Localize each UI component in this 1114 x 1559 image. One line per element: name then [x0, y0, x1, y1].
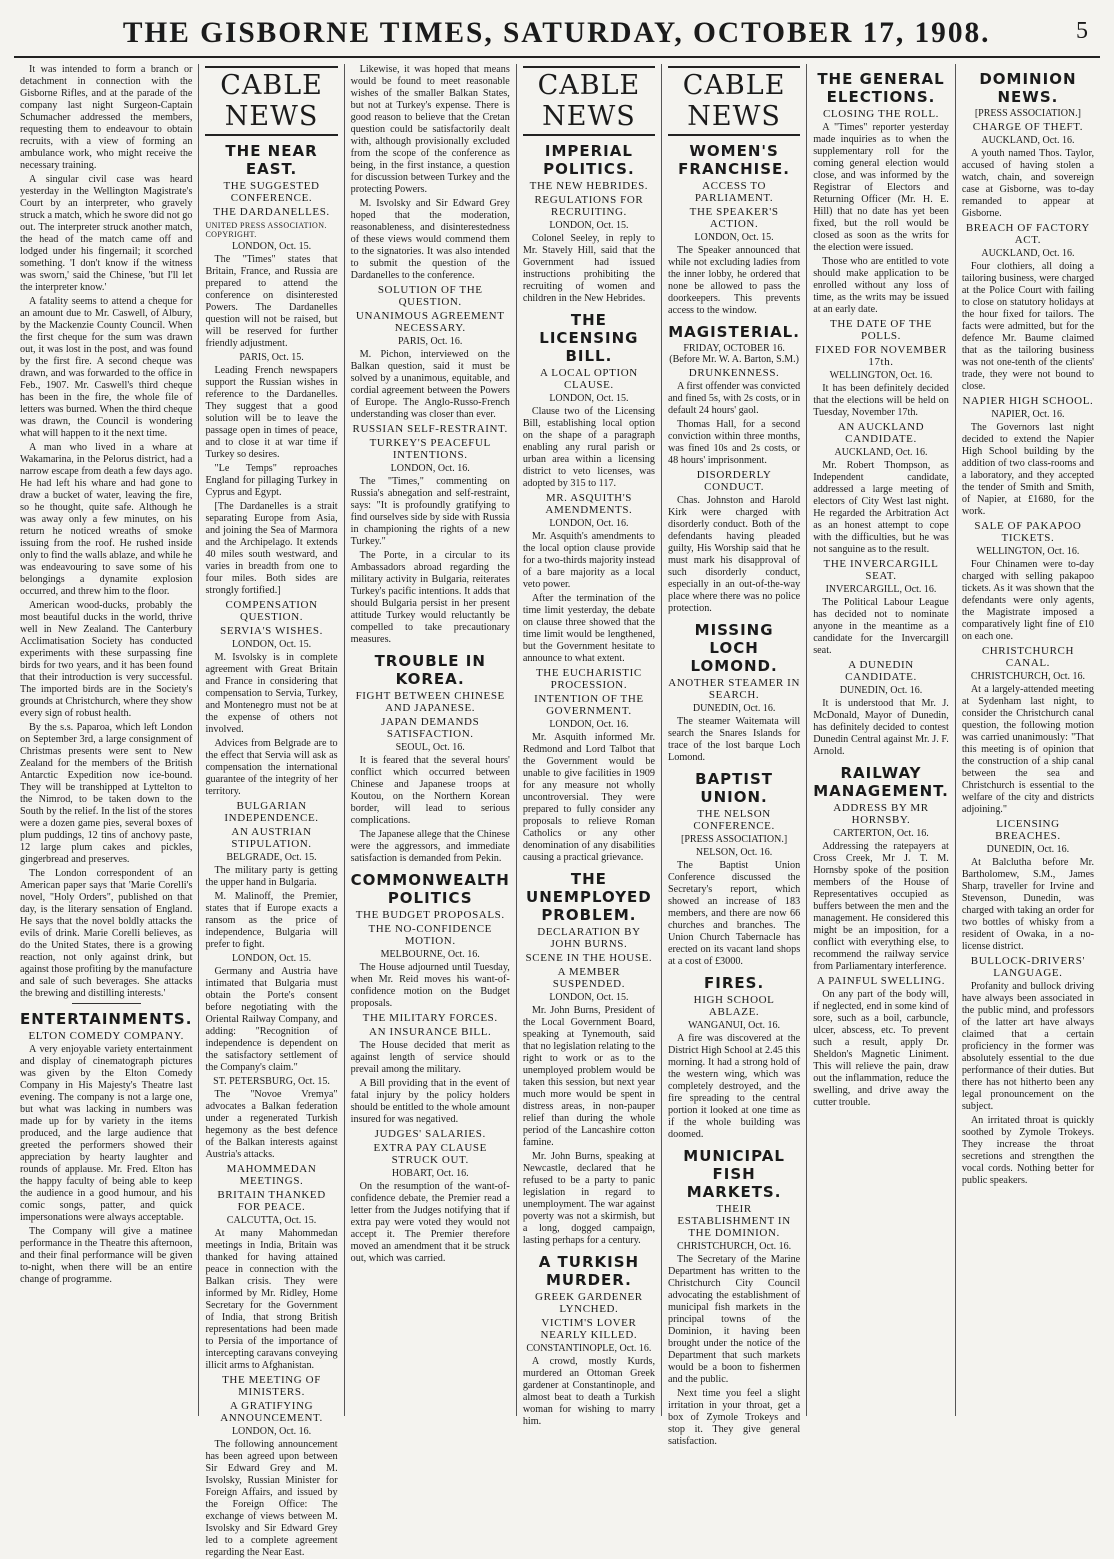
article-paragraph: The military party is getting the upper hand in Bulgaria. [205, 865, 338, 888]
masthead [14, 10, 1100, 58]
section-heading: THE LICENSING BILL. [539, 311, 639, 365]
article-paragraph: M. Malinoff, the Premier, states that if Europe exacts a ransom as the price of independence, Bulgaria will prefer to fight. [205, 891, 338, 950]
section-subheading: FRIDAY, OCTOBER 16. (Before Mr. W. A. Barton, S.M.) [669, 343, 799, 365]
article-paragraph: "Le Temps" reproaches England for pillaging Turkey in Cyprus and Egypt. [205, 463, 338, 498]
section-subheading: THE MEETING OF MINISTERS. [222, 1374, 321, 1398]
dateline: LONDON, Oct. 16. [549, 719, 629, 730]
article-paragraph: M. Isvolsky is in complete agreement with Great Britain and France in considering that compensation to Servia, Turkey, and Montenegro must not be at the expense of others not involved. [205, 652, 338, 735]
section-subheading: THEIR ESTABLISHMENT IN THE DOMINION. [677, 1203, 791, 1239]
section-subheading: CLOSING THE ROLL. [822, 108, 940, 120]
article-paragraph: A fatality seems to attend a cheque for an amount due to Mr. Caswell, of Albury, by the Mackenzie County Council. When the first cheque for the sum was drawn out, it was lost in the post, and was found by the first fire. A second cheque was drawn, and was forwarded to the office in Feb., 1907. Mr. Caswell's third cheque has been in the fire, the whole file of letters was burned. When the third cheque was drawn, the Council is wondering what will happen to it the next time. [20, 296, 193, 439]
section-heading: MUNICIPAL FISH MARKETS. [683, 1147, 785, 1201]
dateline: WELLINGTON, Oct. 16. [829, 370, 933, 381]
section-subheading: THE NEW HEBRIDES. [529, 180, 649, 192]
section-subheading: HIGH SCHOOL ABLAZE. [693, 994, 775, 1018]
newspaper-title: THE GISBORNE TIMES, SATURDAY, OCTOBER 17, 1908. [123, 16, 991, 49]
columns [14, 64, 1100, 1558]
section-heading: MISSING LOCH LOMOND. [690, 621, 778, 675]
article-paragraph: Clause two of the Licensing Bill, establishing local option on the shape of a paragraph enabling any rural parish or urban area within a licensing district to veto licenses, was adopted by 315 to 117. [522, 406, 655, 489]
article-paragraph: The Baptist Union Conference discussed the Secretary's report, which showed an increase of 183 members, and there are now 66 churches and branches. The Union Church Tabernacle has erected on its vacant land shops at a cost of £3000. [668, 860, 801, 967]
dateline: AUCKLAND, Oct. 16. [981, 135, 1075, 146]
article-paragraph: Mr. Asquith's amendments to the local option clause provide for a two-thirds majority instead of a bare majority as a local veto power. [522, 531, 655, 590]
section-subheading: AN AUCKLAND CANDIDATE. [837, 421, 925, 445]
dateline: INVERCARGILL, Oct. 16. [825, 584, 937, 595]
section-heading: WOMEN'S FRANCHISE. [678, 142, 791, 178]
section-subheading: JUDGES' SALARIES. [374, 1128, 486, 1140]
article-paragraph: M. Isvolsky and Sir Edward Grey hoped that the moderation, reasonableness, and disinterestedness of these views would commend them to the signatories. It was also intended to submit the question of the Dardanelles to the conference. [350, 198, 510, 281]
section-subheading: A LOCAL OPTION CLAUSE. [539, 367, 638, 391]
section-subheading: ADDRESS BY MR HORNSBY. [833, 802, 929, 826]
article-paragraph: After the termination of the time limit yesterday, the debate on clause three showed that the time limit would be lengthened, but the Government hesitate to announce to what extent. [522, 593, 655, 664]
article-paragraph: Germany and Austria have intimated that Bulgaria must obtain the Porte's consent before negotiating with the Oriental Railway Company, and adding: "Recognition of independence is dependent on the satisfactory settlement of the Company's claim." [205, 966, 338, 1073]
article-paragraph: Mr. Robert Thompson, as Independent candidate, addressed a large meeting of electors of City West last night. He regarded the Arbitration Act as an honest attempt to cope with the difficulties, but he was not sanguine as to the result. [813, 460, 949, 555]
dateline: LONDON, Oct. 15. [231, 953, 312, 964]
section-heading: TROUBLE IN KOREA. [374, 652, 486, 688]
column-3 [345, 64, 517, 1416]
dateline: ST. PETERSBURG, Oct. 15. [213, 1076, 330, 1087]
section-subheading: A PAINFUL SWELLING. [816, 975, 946, 987]
section-subheading: INTENTION OF THE GOVERNMENT. [534, 693, 644, 717]
dateline: LONDON, Oct. 15. [549, 393, 629, 404]
article-paragraph: Next time you feel a slight irritation in your throat, get a box of Zymole Trokeys and stop it. They give general satisfaction. [668, 1388, 801, 1447]
dateline: PARIS, Oct. 15. [239, 352, 304, 363]
section-subheading: ACCESS TO PARLIAMENT. [694, 180, 774, 204]
section-heading: THE NEAR EAST. [225, 142, 318, 178]
section-subheading: BULLOCK-DRIVERS' LANGUAGE. [970, 955, 1086, 979]
section-heading: DOMINION NEWS. [979, 70, 1077, 106]
article-paragraph: The House decided that merit as against length of service should prevail among the military. [350, 1040, 510, 1075]
article-paragraph: It is feared that the several hours' conflict which occurred between Chinese and Japanese troops at Koutou, on the Northern Korean border, will lead to serious complications. [350, 755, 510, 826]
section-heading: BAPTIST UNION. [695, 770, 774, 806]
article-paragraph: It is understood that Mr. J. McDonald, Mayor of Dunedin, has definitely decided to contest Dunedin Central against Mr. J. F. Arnold. [813, 698, 949, 757]
article-paragraph: Likewise, it was hoped that means would be found to meet reasonable wishes of the smaller Balkan States, but not at Turkey's expense. There is good reason to believe that the Cretan question could be satisfactorily dealt with, although provisionally excluded from the scope of the conference as being, in the first instance, a question for discussion between Turkey and the protecting Powers. [350, 64, 510, 195]
dateline: CONSTANTINOPLE, Oct. 16. [526, 1343, 652, 1354]
section-subheading: AN AUSTRIAN STIPULATION. [231, 826, 312, 850]
dateline: LONDON, Oct. 16. [231, 1426, 312, 1437]
section-subheading: JAPAN DEMANDS SATISFACTION. [381, 716, 480, 740]
section-subheading: A MEMBER SUSPENDED. [552, 966, 626, 990]
article-paragraph: American wood-ducks, probably the most beautiful ducks in the world, thrive well in New Zealand. The Canterbury Acclimatisation Society has conducted experiments with these surpassing fine birds for two years, and it has been found that their introduction is very successful. The imported birds are in the Society's grounds at Christchurch, where they show every sign of robust health. [20, 600, 193, 719]
article-paragraph: By the s.s. Paparoa, which left London on September 3rd, a large consignment of Christmas presents were sent to New Zealand for the members of the British Antarctic Expedition now ice-bound. They will be transhipped at Lyttelton to the Nimrod, to be taken down to the South by the relief. In the list of the stores were a dozen game pies, several boxes of plum puddings, 12 tins of anchovy paste, 12 large plum cakes and pickles, gingerbread and preserves. [20, 722, 193, 865]
column-7 [956, 64, 1100, 1416]
section-subheading: TURKEY'S PEACEFUL INTENTIONS. [369, 437, 491, 461]
section-subheading: CHRISTCHURCH CANAL. [981, 645, 1074, 669]
section-subheading: ELTON COMEDY COMPANY. [28, 1030, 184, 1042]
section-subheading: A GRATIFYING ANNOUNCEMENT. [220, 1400, 323, 1424]
article-paragraph: Thomas Hall, for a second conviction within three months, was fined 10s and 2s costs, or 48 hours' imprisonment. [668, 419, 801, 466]
article-paragraph: The House adjourned until Tuesday, when Mr. Reid moves his want-of-confidence motion on the Budget proposals. [350, 962, 510, 1009]
section-heading: THE UNEMPLOYED PROBLEM. [526, 870, 652, 924]
article-paragraph: Advices from Belgrade are to the effect that Servia will ask as compensation the international guarantee of the integrity of her territory. [205, 738, 338, 797]
section-subheading: REGULATIONS FOR RECRUITING. [534, 194, 644, 218]
article-paragraph: Leading French newspapers support the Russian wishes in reference to the Dardanelles. They suggest that a good solution will be to leave the passage open in times of peace, and to close it at war time if Turkey so desires. [205, 365, 338, 460]
section-subheading: CHARGE OF THEFT. [972, 121, 1084, 133]
article-paragraph: On any part of the body will, if neglected, end in some kind of sore, such as a boil, carbuncle, ulcer, abscess, etc. To prevent such a result, apply Dr. Sheldon's Magnetic Liniment. This will relieve the pain, draw out the inflammation, reduce the swelling, and drive away the cutter trouble. [813, 989, 949, 1108]
press-credit: [PRESS ASSOCIATION.] [974, 108, 1081, 119]
page-number: 5 [1076, 18, 1088, 44]
section-subheading: AN INSURANCE BILL. [369, 1026, 492, 1038]
section-heading: COMMONWEALTH POLITICS [350, 871, 510, 907]
article-paragraph: The Japanese allege that the Chinese were the aggressors, and immediate satisfaction is demanded from Pekin. [350, 829, 510, 864]
section-heading: MAGISTERIAL. [668, 323, 800, 341]
section-subheading: DECLARATION BY JOHN BURNS. [537, 926, 641, 950]
press-credit: [PRESS ASSOCIATION.] [681, 834, 788, 845]
article-paragraph: On the resumption of the want-of-confidence debate, the Premier read a letter from the Judges notifying that if extra pay were voted they would not accept it. The Premier therefore moved an amendment that it be struck out, which was carried. [350, 1181, 510, 1264]
article-paragraph: Four Chinamen were to-day charged with selling pakapoo tickets. As it was shown that the defendants were only agents, the Magistrate imposed a comparatively light fine of £10 on each one. [961, 559, 1095, 642]
dateline: LONDON, Oct. 15. [549, 992, 629, 1003]
article-paragraph: Mr. John Burns, President of the Local Government Board, speaking at Tynemouth, said that no legislation relating to the right to work or as to the unemployed problem would be taken this session, but next year much more would be spent in distress areas, in non-pauper relief than during the whole period of the Lancashire cotton famine. [522, 1005, 655, 1148]
article-paragraph: The Secretary of the Marine Department has written to the Christchurch City Council advocating the establishment of municipal fish markets in the principal towns of the Dominion, it having been brought under the notice of the Department that such markets would be a boon to fishermen and the public. [668, 1254, 801, 1385]
dateline: SEOUL, Oct. 16. [395, 742, 465, 753]
section-subheading: THE SPEAKER'S ACTION. [689, 206, 779, 230]
cable-news-banner: CABLE NEWS [668, 66, 800, 136]
section-subheading: THE EUCHARISTIC PROCESSION. [535, 667, 642, 691]
article-paragraph: A youth named Thos. Taylor, accused of having stolen a watch, chain, and sovereign case at Gisborne, was to-day remanded to appear at Gisborne. [961, 148, 1095, 219]
article-paragraph: Mr. John Burns, speaking at Newcastle, declared that he refused to be a party to panic legislation in regard to unemployment. The war against poverty was not a skirmish, but a long, dogged campaign, lasting perhaps for a century. [522, 1151, 655, 1246]
article-paragraph: Four clothiers, all doing a tailoring business, were charged at the Police Court with failing to close on statutory holidays at the hour fixed for tailors. The facts were admitted, but for the defence Mr. Baume claimed that as the tailoring business was not one-tenth of the clients' trade, they were not bound to close. [961, 261, 1095, 392]
dateline: AUCKLAND, Oct. 16. [981, 248, 1075, 259]
article-paragraph: It has been definitely decided that the elections will be held on Tuesday, November 17th. [813, 383, 949, 418]
press-credit: UNITED PRESS ASSOCIATION. COPYRIGHT. [205, 221, 327, 239]
section-subheading: THE INVERCARGILL SEAT. [823, 558, 939, 582]
section-subheading: SALE OF PAKAPOO TICKETS. [974, 520, 1082, 544]
article-paragraph: The London correspondent of an American paper says that 'Marie Corelli's novel, "Holy Orders", published on that day, is the literary sensation of England. He says that the novel boldly attacks the evils of drink. Marie Corelli believes, as do the United States, there is a growing reaction, not only against drink, but against those profiting by the manufacture and sale of such beverages. She attacks the brewing and distilling interests.' [20, 868, 193, 999]
cable-news-banner: CABLE NEWS [205, 66, 337, 136]
article-paragraph: The steamer Waitemata will search the Snares Islands for trace of the lost barque Loch Lomond. [668, 716, 801, 763]
article-paragraph: At a largely-attended meeting at Sydenham last night, to consider the Christchurch canal question, the following motion was carried unanimously: "That this meeting is of opinion that the construction of a ship canal between the sea and Christchurch is essential to the welfare of the city and districts adjoining." [961, 684, 1095, 815]
section-heading: RAILWAY MANAGEMENT. [813, 764, 949, 800]
article-paragraph: The "Times" states that Britain, France, and Russia are prepared to attend the conference on disinterested Powers. The Dardanelles question will not be raised, but will be reserved for further friendly adjustment. [205, 254, 338, 349]
dateline: BELGRADE, Oct. 15. [226, 852, 317, 863]
article-paragraph: The Political Labour League has decided not to nominate anyone in the meantime as a candidate for the Invercargill seat. [813, 597, 949, 656]
section-subheading: BREACH OF FACTORY ACT. [965, 222, 1090, 246]
article-paragraph: A man who lived in a whare at Wakamarina, in the Pelorus district, had a narrow escape from death a few days ago. He had left his whare and had gone to draw a bucket of water, leaving the fire, so he thought, quite safe. Although he was away only a few minutes, on his return he noticed wreaths of smoke issuing from the roof. He rushed inside only to find the walls ablaze, and while he was endeavouring to save some of his belongings a dynamite explosion occurred, and threw him to the floor. [20, 442, 193, 597]
cable-news-banner: CABLE NEWS [523, 66, 655, 136]
article-paragraph: The "Novoe Vremya" advocates a Balkan federation under a regenerated Turkish hegemony as the best defence of the Balkan interests against Austria's attacks. [205, 1089, 338, 1160]
dateline: LONDON, Oct. 16. [390, 463, 470, 474]
section-subheading: THE MILITARY FORCES. [362, 1012, 498, 1024]
section-subheading: ANOTHER STEAMER IN SEARCH. [668, 677, 800, 701]
article-paragraph: Those who are entitled to vote should make application to be enrolled without any loss of time, as the writs may be issued at an early date. [813, 256, 949, 315]
section-heading: IMPERIAL POLITICS. [543, 142, 635, 178]
column-1 [14, 64, 199, 1416]
section-subheading: VICTIM'S LOVER NEARLY KILLED. [540, 1317, 638, 1341]
dateline: DUNEDIN, Oct. 16. [986, 844, 1070, 855]
section-heading: ENTERTAINMENTS. [20, 1010, 193, 1028]
dateline: LONDON, Oct. 15. [231, 241, 312, 252]
dateline: MELBOURNE, Oct. 16. [380, 949, 480, 960]
article-paragraph: At Balclutha before Mr. Bartholomew, S.M., James Sharp, traveller for Irvine and Stevenson, Dunedin, was charged with taking an order for two bottles of whisky from a resident of Owaka, in a no-license district. [961, 857, 1095, 952]
section-subheading: LICENSING BREACHES. [995, 818, 1061, 842]
article-paragraph: The following announcement has been agreed upon between Sir Edward Grey and M. Isvolsky, Russian Minister for Foreign Affairs, and issued by the Foreign Office: The exchange of views between M. Isvolsky and Sir Edward Grey led to a complete agreement regarding the Near East. [205, 1439, 338, 1558]
dateline: NAPIER, Oct. 16. [991, 409, 1065, 420]
section-subheading: THE NELSON CONFERENCE. [693, 808, 775, 832]
article-paragraph: Addressing the ratepayers at Cross Creek, Mr J. T. M. Hornsby spoke of the position members of the House of Representatives occupied as buffers between the men and the management. He considered this might be an imposition, for a conflict with everything else, to recommend the railway service from Parliamentary interference. [813, 841, 949, 972]
section-subheading: FIXED FOR NOVEMBER 17th. [815, 344, 947, 368]
column-4 [517, 64, 662, 1427]
article-paragraph: Profanity and bullock driving have always been associated in the public mind, and professors of the latter art have always claimed that a certain proficiency in the former was absolutely essential to the due performance of their duties. But there has not hitherto been any legal pronouncement on the subject. [961, 981, 1095, 1112]
section-subheading: BULGARIAN INDEPENDENCE. [224, 800, 319, 824]
article-paragraph: At many Mahommedan meetings in India, Britain was thanked for having attained peace in connection with the Balkan crisis. They were informed by Mr. Ridley, Home Secretary for the Government of India, that strong British representations had been made to Persia of the importance of intercepting caravans conveying illicit arms to Afghanistan. [205, 1228, 338, 1371]
dateline: DUNEDIN, Oct. 16. [692, 703, 776, 714]
article-paragraph: Chas. Johnston and Harold Kirk were charged with disorderly conduct. Both of the defendants having pleaded guilty, His Worship said that he must mark his disapproval of such disorderly conduct, especially in an out-of-the-way place where there was no police protection. [668, 495, 801, 614]
section-subheading: DRUNKENNESS. [688, 367, 780, 379]
article-paragraph: M. Pichon, interviewed on the Balkan question, said it must be solved by a unanimous, equitable, and cordial agreement between the Powers of Europe. The Anglo-Russo-French understanding was closer than ever. [350, 349, 510, 420]
section-subheading: MR. ASQUITH'S AMENDMENTS. [545, 492, 633, 516]
article-paragraph: The Governors last night decided to extend the Napier High School building by the addition of two class-rooms and a laboratory, and they accepted the tender of Smith and Smith, of Napier, at £1680, for the work. [961, 422, 1095, 517]
dateline: AUCKLAND, Oct. 16. [834, 447, 928, 458]
dateline: LONDON, Oct. 16. [549, 518, 629, 529]
column-6 [807, 64, 956, 1416]
section-subheading: COMPENSATION QUESTION. [225, 599, 318, 623]
section-subheading: BRITAIN THANKED FOR PEACE. [217, 1189, 326, 1213]
section-subheading: FIGHT BETWEEN CHINESE AND JAPANESE. [355, 690, 505, 714]
dateline: WANGANUI, Oct. 16. [688, 1020, 781, 1031]
article-paragraph: An irritated throat is quickly soothed by Zymole Trokeys. They increase the throat secretions and strengthen the vocal cords. Nothing better for public speakers. [961, 1115, 1095, 1186]
dateline: WELLINGTON, Oct. 16. [976, 546, 1080, 557]
article-paragraph: Mr. Asquith informed Mr. Redmond and Lord Talbot that the Government would be unable to give facilities in 1909 for any measure not wholly uncontroversial. They were prepared to fully consider any proposals to relieve Roman Catholics or any other denomination of any disabilities causing a practical grievance. [522, 732, 655, 863]
dateline: CHRISTCHURCH, Oct. 16. [677, 1241, 792, 1252]
article-paragraph: It was intended to form a branch or detachment in connection with the Gisborne Rifles, and at the parade of the company last night Surgeon-Captain Schumacher addressed the members, requesting them to endeavour to obtain recruits, with a view of forming an ambulance work, who might receive the necessary training. [20, 64, 193, 171]
article-paragraph: A first offender was convicted and fined 5s, with 2s costs, or in default 24 hours' gaol. [668, 381, 801, 416]
section-subheading: THE BUDGET PROPOSALS. [355, 909, 505, 921]
section-subheading: THE DATE OF THE POLLS. [830, 318, 932, 342]
article-paragraph: A fire was discovered at the District High School at 2.45 this morning. It had a strong hold of the western wing, which was completely destroyed, and the fire spreading to the central portion it looked at one time as if the whole building was doomed. [668, 1033, 801, 1140]
section-subheading: MAHOMMEDAN MEETINGS. [226, 1163, 317, 1187]
article-paragraph: A very enjoyable variety entertainment and display of cinematograph pictures was given by the Elton Comedy Company in His Majesty's Theatre last evening. The company is not a large one, but what was lacking in numbers was made up for by variety in the items produced, and the large audience that greeted the performers showed their appreciation by hearty laughter and rounds of applause. Mr. Fred. Elton has the happy faculty of being able to keep the audience in a good humour, and his comic songs, patter, and quick impersonations were always acceptable. [20, 1044, 193, 1223]
dateline: LONDON, Oct. 15. [694, 232, 774, 243]
column-5 [662, 64, 807, 1447]
article-paragraph: The Company will give a matinee performance in the Theatre this afternoon, and their final performance will be given to-night, when there will be an entire change of programme. [20, 1226, 193, 1285]
section-subheading: SERVIA'S WISHES. [220, 625, 323, 637]
dateline: CALCUTTA, Oct. 15. [226, 1215, 317, 1226]
column-2 [199, 64, 344, 1558]
dateline: HOBART, Oct. 16. [391, 1168, 469, 1179]
article-paragraph: [The Dardanelles is a strait separating Europe from Asia, and joining the Sea of Marmora and the Archipelago. It extends 40 miles south westward, and varies in breadth from one to four miles. Both sides are strongly fortified.] [205, 501, 338, 596]
dateline: NELSON, Oct. 16. [695, 847, 773, 858]
dateline: CHRISTCHURCH, Oct. 16. [970, 671, 1086, 682]
article-paragraph: Colonel Seeley, in reply to Mr. Stavely Hill, said that the Government had issued instructions prohibiting the recruiting of women and children in the New Hebrides. [522, 233, 655, 304]
section-heading: A TURKISH MURDER. [538, 1253, 640, 1289]
section-subheading: GREEK GARDENER LYNCHED. [535, 1291, 643, 1315]
article-paragraph: The Speaker announced that while not excluding ladies from the inner lobby, he ordered that none be allowed to pass the doorkeepers. This prevents access to the window. [668, 245, 801, 316]
section-subheading: EXTRA PAY CLAUSE STRUCK OUT. [373, 1142, 487, 1166]
article-paragraph: A crowd, mostly Kurds, murdered an Ottoman Greek gardener at Constantinople, and almost beat to death a Turkish woman for wishing to marry him. [522, 1356, 655, 1427]
article-paragraph: A singular civil case was heard yesterday in the Wellington Magistrate's Court by an interpreter, who gravely struck a match, which he swore did not go out. The interpreter struck another match, the head of the match came off and lodged under his fingernail; it scorched something. 'I don't know if the witness was sworn,' said the Chinese, 'but I'll let the interpreter know.' [20, 174, 193, 293]
dateline: LONDON, Oct. 15. [549, 220, 629, 231]
section-subheading: SOLUTION OF THE QUESTION. [377, 284, 483, 308]
dateline: CARTERTON, Oct. 16. [833, 828, 929, 839]
article-paragraph: A "Times" reporter yesterday made inquiries as to when the supplementary roll for the coming general election would close, and was informed by the Registrar of Electors and Returning Officer (Mr. H. E. Hill) that no date has yet been fixed, but the roll would be closed as soon as the writs for the election were issued. [813, 122, 949, 253]
section-heading: FIRES. [704, 974, 765, 992]
article-paragraph: The "Times," commenting on Russia's abnegation and self-restraint, says: "It is profoundly gratifying to find ourselves side by side with Russia in championing the rights of a new Turkey." [350, 476, 510, 547]
dateline: DUNEDIN, Oct. 16. [839, 685, 923, 696]
article-paragraph: A Bill providing that in the event of fatal injury by the policy holders should be entitled to the whole amount insured for was negatived. [350, 1078, 510, 1125]
section-subheading: UNANIMOUS AGREEMENT NECESSARY. [355, 310, 505, 334]
section-subheading: THE SUGGESTED CONFERENCE. [223, 180, 320, 204]
section-subheading: RUSSIAN SELF-RESTRAINT. [352, 423, 508, 435]
divider [72, 1003, 141, 1004]
section-heading: THE GENERAL ELECTIONS. [817, 70, 945, 106]
dateline: LONDON, Oct. 15. [231, 639, 312, 650]
section-subheading: SCENE IN THE HOUSE. [525, 952, 653, 964]
dateline: PARIS, Oct. 16. [398, 336, 463, 347]
section-subheading: THE DARDANELLES. [213, 206, 330, 218]
section-subheading: THE NO-CONFIDENCE MOTION. [368, 923, 492, 947]
section-subheading: NAPIER HIGH SCHOOL. [962, 395, 1094, 407]
section-subheading: A DUNEDIN CANDIDATE. [845, 659, 917, 683]
section-subheading: DISORDERLY CONDUCT. [696, 469, 772, 493]
article-paragraph: The Porte, in a circular to its Ambassadors abroad regarding the military activity in Bulgaria, reiterates Turkey's pacific intentions. It adds that should Bulgaria persist in her present attitude Turkey would reluctantly be compelled to take precautionary measures. [350, 550, 510, 645]
